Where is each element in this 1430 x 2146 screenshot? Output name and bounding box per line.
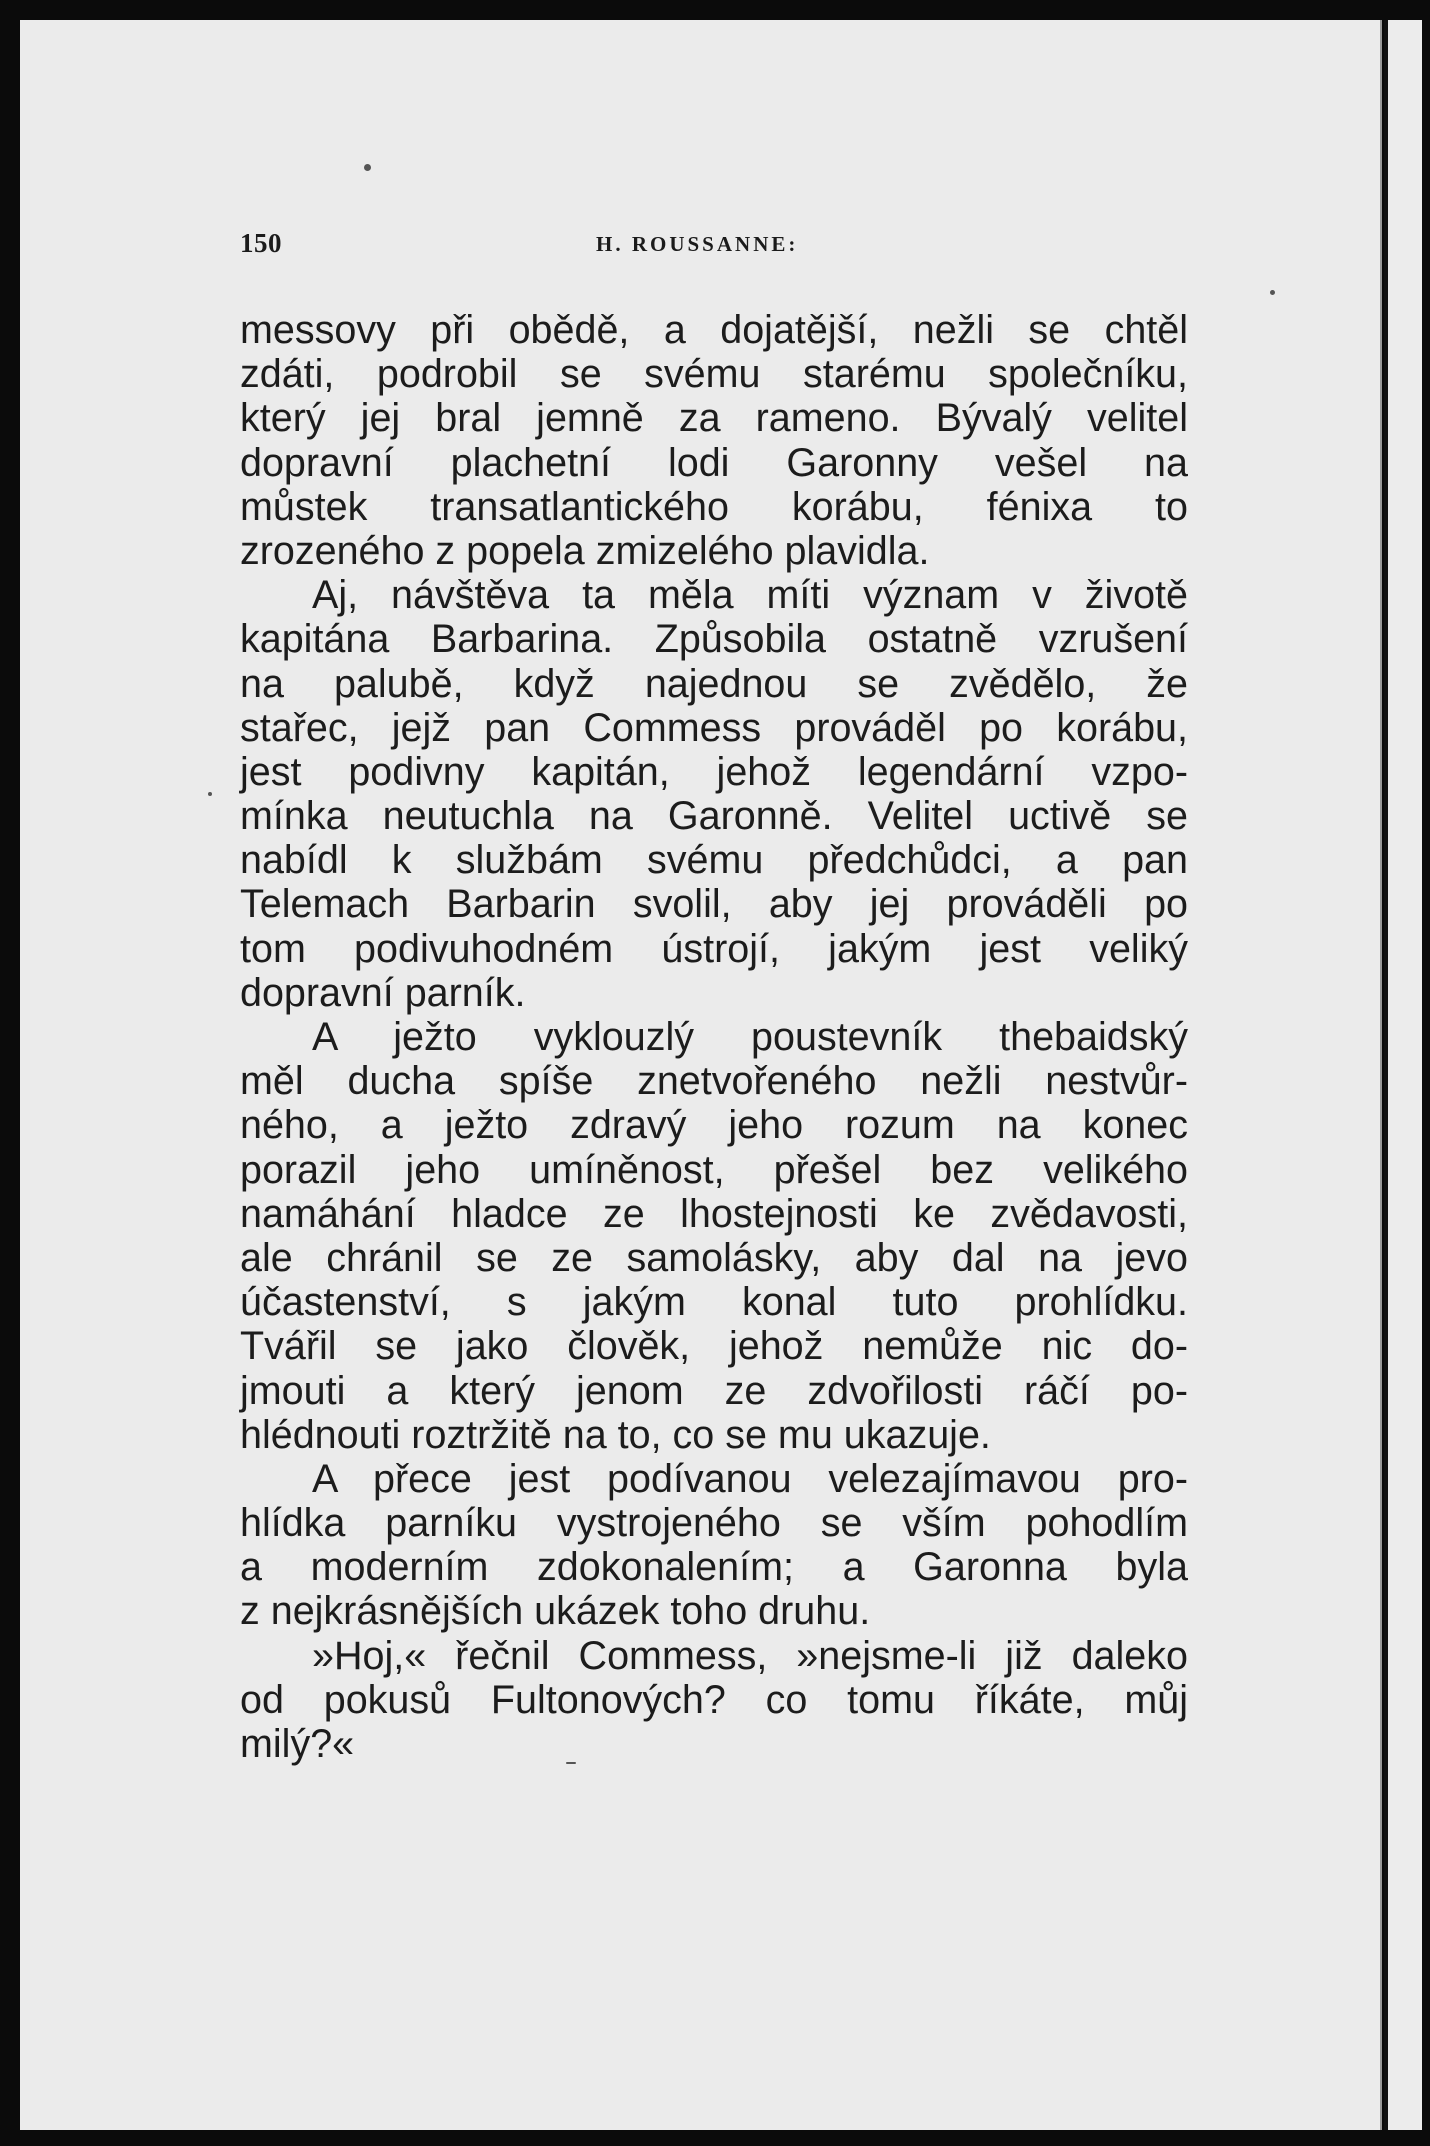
- page-header: [240, 228, 1190, 268]
- text-line: od pokusů Fultonových? co tomu říkáte, můj: [240, 1677, 1188, 1722]
- text-line: zrozeného z popela zmizelého plavidla.: [240, 528, 930, 573]
- text-line: na palubě, když najednou se zvědělo, že: [240, 661, 1188, 706]
- text-line: kapitána Barbarina. Způsobila ostatně vzrušení: [240, 617, 1188, 662]
- text-line: jmouti a který jenom ze zdvořilosti ráčí po-: [240, 1368, 1188, 1413]
- text-line: hlédnouti roztržitě na to, co se mu ukazuje.: [240, 1412, 991, 1457]
- text-line: ale chránil se ze samolásky, aby dal na jevo: [240, 1235, 1188, 1280]
- scan-speck: [364, 164, 371, 171]
- text-line: měl ducha spíše znetvořeného nežli nestvůr-: [240, 1059, 1188, 1104]
- body-text: [240, 308, 1188, 1766]
- page-number: 150: [240, 228, 282, 258]
- running-head: H. ROUSSANNE:: [596, 232, 799, 256]
- scan-speck: [1270, 290, 1275, 295]
- text-line: účastenství, s jakým konal tuto prohlídku.: [240, 1280, 1188, 1325]
- text-line: a moderním zdokonalením; a Garonna byla: [240, 1545, 1188, 1590]
- text-line: Aj, návštěva ta měla míti význam v životě: [312, 573, 1188, 618]
- text-line: dopravní parník.: [240, 970, 526, 1015]
- text-line: stařec, jejž pan Commess prováděl po korábu,: [240, 705, 1188, 750]
- text-line: zdáti, podrobil se svému starému společníku,: [240, 352, 1188, 397]
- text-line: namáhání hladce ze lhostejnosti ke zvědavosti,: [240, 1191, 1188, 1236]
- scan-speck: [208, 792, 212, 796]
- text-line: mínka neutuchla na Garonně. Velitel uctivě se: [240, 794, 1188, 839]
- text-line: ného, a ježto zdravý jeho rozum na konec: [240, 1103, 1188, 1148]
- text-line: milý?«: [240, 1722, 355, 1766]
- text-line: A ježto vyklouzlý poustevník thebaidský: [312, 1015, 1188, 1059]
- text-line: Tvářil se jako člověk, jehož nemůže nic do-: [240, 1324, 1188, 1369]
- text-line: »Hoj,« řečnil Commess, »nejsme-li již daleko: [312, 1633, 1188, 1678]
- text-line: porazil jeho umíněnost, přešel bez velikého: [240, 1147, 1188, 1192]
- text-line: který jej bral jemně za rameno. Bývalý velitel: [240, 396, 1188, 441]
- text-line: z nejkrásnějších ukázek toho druhu.: [240, 1589, 871, 1634]
- text-line: dopravní plachetní lodi Garonny vešel na: [240, 440, 1188, 485]
- text-line: tom podivuhodném ústrojí, jakým jest veliký: [240, 926, 1188, 971]
- text-line: jest podivny kapitán, jehož legendární vzpo-: [240, 749, 1188, 794]
- text-line: hlídka parníku vystrojeného se vším pohodlím: [240, 1501, 1188, 1546]
- text-line: messovy při obědě, a dojatější, nežli se chtěl: [240, 308, 1188, 352]
- text-line: Telemach Barbarin svolil, aby jej prováděli po: [240, 882, 1188, 927]
- text-line: nabídl k službám svému předchůdci, a pan: [240, 838, 1188, 883]
- text-line: A přece jest podívanou velezajímavou pro-: [312, 1456, 1188, 1501]
- text-line: můstek transatlantického korábu, fénixa to: [240, 484, 1188, 529]
- scan-speck: [566, 1762, 576, 1764]
- facing-page-edge: [1384, 20, 1422, 2130]
